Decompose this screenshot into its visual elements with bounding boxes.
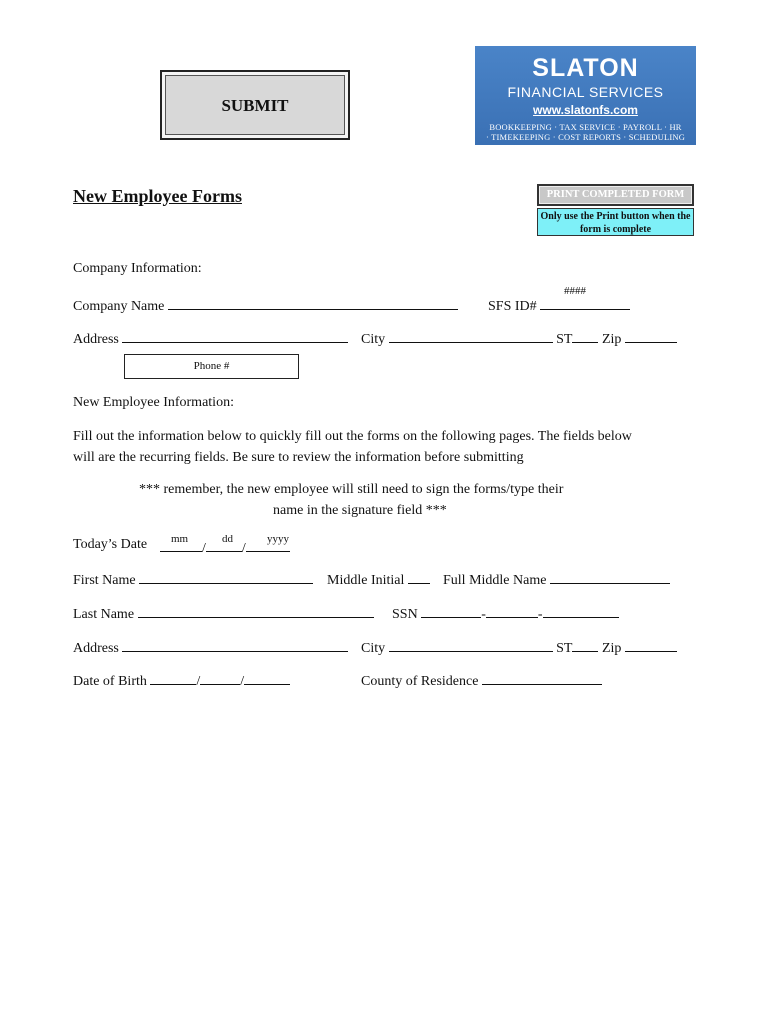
first-name-row (73, 569, 313, 589)
company-address-row (73, 328, 348, 348)
date-dd-field[interactable] (206, 537, 242, 552)
employee-zip-field[interactable] (625, 637, 677, 652)
employee-zip-label: Zip (601, 641, 622, 656)
full-middle-name-field[interactable] (550, 569, 670, 584)
date-yyyy-hint: yyyy (267, 533, 289, 545)
company-name-label: Company Name (73, 299, 165, 314)
first-name-field[interactable] (139, 569, 313, 584)
ssn-label: SSN (392, 607, 418, 622)
sfs-id-label: SFS ID# (488, 299, 537, 314)
company-phone-input[interactable]: Phone # (124, 354, 299, 379)
company-name-field[interactable] (168, 295, 458, 310)
company-address-field[interactable] (122, 328, 348, 343)
ssn-row: SSN - - (392, 603, 619, 623)
employee-address-field[interactable] (122, 637, 348, 652)
logo-services-line2: · TIMEKEEPING · COST REPORTS · SCHEDULING (485, 132, 686, 142)
logo-services-line1: BOOKKEEPING · TAX SERVICE · PAYROLL · HR (489, 122, 682, 132)
county-row (361, 670, 602, 690)
county-field[interactable] (482, 670, 602, 685)
last-name-label: Last Name (73, 607, 135, 622)
first-name-label: First Name (73, 573, 136, 588)
sfs-id-placeholder: #### (564, 285, 586, 297)
company-name-row (73, 295, 458, 315)
employee-info-heading: New Employee Information: (73, 395, 234, 410)
dob-year-field[interactable] (244, 670, 290, 685)
company-info-heading: Company Information: (73, 261, 202, 276)
company-address-label: Address (73, 332, 119, 347)
date-mm-hint: mm (171, 533, 189, 545)
company-state-label: ST (556, 332, 573, 347)
employee-address-label: Address (73, 641, 119, 656)
todays-date-fields: / / (160, 537, 290, 557)
submit-button[interactable] (160, 70, 350, 140)
reminder-line2: name in the signature field *** (273, 503, 447, 518)
last-name-row (73, 603, 374, 623)
date-dd-hint: dd (222, 533, 233, 545)
company-city-row (361, 328, 677, 348)
employee-address-row (73, 637, 348, 657)
logo-name: SLATON (532, 54, 639, 82)
county-label: County of Residence (361, 674, 479, 689)
ssn-part2-field[interactable] (486, 603, 538, 618)
page-title: New Employee Forms (73, 186, 242, 206)
employee-state-label: ST (556, 641, 573, 656)
last-name-field[interactable] (138, 603, 374, 618)
dob-row: Date of Birth / / (73, 670, 290, 690)
employee-city-field[interactable] (389, 637, 553, 652)
ssn-part1-field[interactable] (421, 603, 481, 618)
instructions-line1: Fill out the information below to quickly fill out the forms on the following pages. The fields below (73, 429, 632, 444)
middle-initial-row (327, 569, 430, 589)
submit-button-label: SUBMIT (221, 96, 289, 115)
todays-date-label: Today’s Date (73, 537, 148, 552)
date-mm-field[interactable] (160, 537, 202, 552)
middle-initial-field[interactable] (408, 569, 430, 584)
company-zip-field[interactable] (625, 328, 677, 343)
dob-month-field[interactable] (150, 670, 196, 685)
sfs-id-field[interactable] (540, 295, 630, 310)
dob-day-field[interactable] (200, 670, 240, 685)
employee-city-label: City (361, 641, 386, 656)
company-city-field[interactable] (389, 328, 553, 343)
logo-subtitle: FINANCIAL SERVICES (507, 84, 664, 100)
full-middle-name-label: Full Middle Name (443, 573, 547, 588)
print-completed-form-button[interactable]: PRINT COMPLETED FORM (537, 184, 694, 206)
instructions-line2: will are the recurring fields. Be sure to review the information before submitting (73, 450, 524, 465)
dob-label: Date of Birth (73, 674, 147, 689)
date-yyyy-field[interactable] (246, 537, 290, 552)
ssn-part3-field[interactable] (543, 603, 619, 618)
company-state-field[interactable] (572, 328, 598, 343)
print-note: Only use the Print button when the form is complete (537, 208, 694, 236)
company-zip-label: Zip (601, 332, 622, 347)
full-middle-name-row (443, 569, 670, 589)
sfs-id-row (488, 295, 630, 315)
company-city-label: City (361, 332, 386, 347)
employee-city-row (361, 637, 677, 657)
middle-initial-label: Middle Initial (327, 573, 405, 588)
employee-state-field[interactable] (572, 637, 598, 652)
reminder-line1: *** remember, the new employee will still need to sign the forms/type their (139, 482, 564, 497)
slaton-logo (475, 46, 696, 145)
logo-url: www.slatonfs.com (533, 103, 638, 117)
